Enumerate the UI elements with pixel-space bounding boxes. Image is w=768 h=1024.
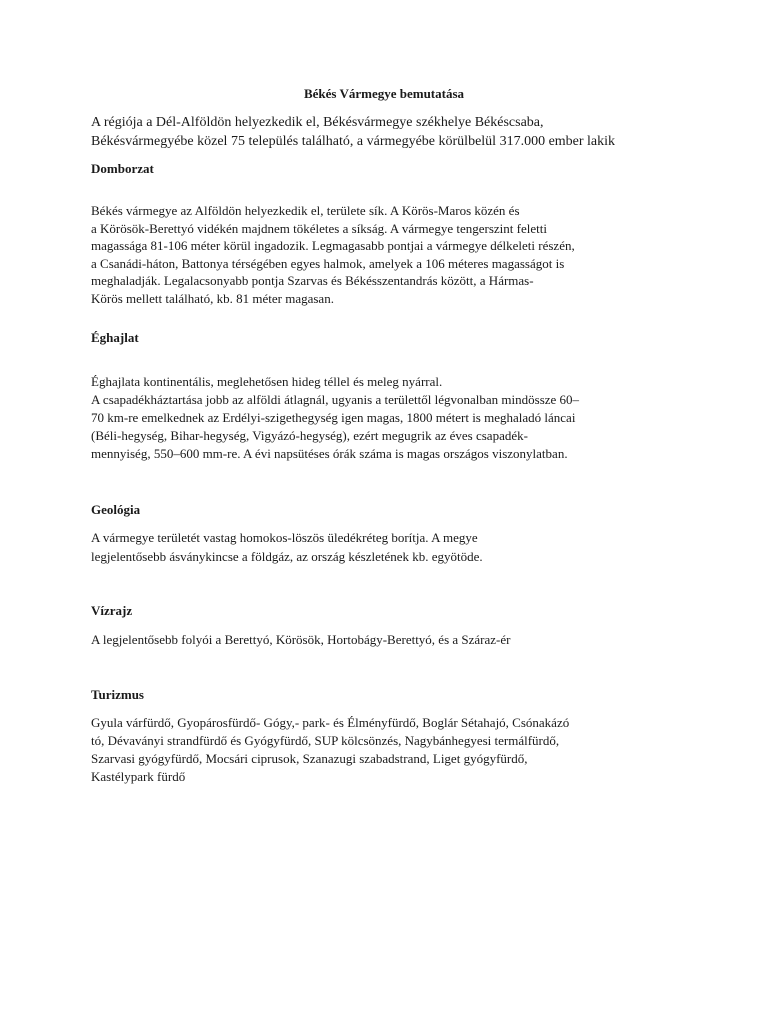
text-line: tó, Dévaványi strandfürdő és Gyógyfürdő, SUP kölcsönzés, Nagybánhegyesi termálfürdő,: [91, 733, 560, 748]
text-line: Békés vármegye az Alföldön helyezkedik el, területe sík. A Körös-Maros közén és: [91, 203, 520, 218]
section-heading-eghajlat: Éghajlat: [91, 330, 139, 345]
section-body-turizmus: [91, 714, 569, 786]
text-line: Gyula várfürdő, Gyopárosfürdő- Gógy,- park- és Élményfürdő, Boglár Sétahajó, Csónakázó: [91, 715, 570, 730]
text-line: 70 km-re emelkednek az Erdélyi-szigethegység igen magas, 1800 métert is meghaladó láncai: [91, 410, 576, 425]
section-body-eghajlat: [91, 373, 579, 463]
text-line: A vármegye területét vastag homokos-löszös üledékréteg borítja. A megye: [91, 530, 478, 545]
text-line: legjelentősebb ásványkincse a földgáz, az ország készletének kb. egyötöde.: [91, 549, 483, 564]
section-body-geologia: [91, 528, 483, 566]
section-heading-geologia: Geológia: [91, 502, 141, 517]
text-line: a Csanádi-háton, Battonya térségében egyes halmok, amelyek a 106 méteres magasságot is: [91, 255, 565, 271]
text-line: magassága 81-106 méter körül ingadozik. Legmagasabb pontjai a vármegye délkeleti részén,: [91, 238, 575, 253]
text-line: (Béli-hegység, Bihar-hegység, Vigyázó-hegység), ezért megugrik az éves csapadék-: [91, 428, 528, 443]
section-body-vizrajz: [91, 630, 510, 649]
text-line: A régiója a Dél-Alföldön helyezkedik el, Békésvármegye székhelye Békéscsaba,: [91, 115, 544, 130]
section-heading-vizrajz: Vízrajz: [91, 603, 133, 618]
text-line: Békésvármegyébe közel 75 település található, a vármegyébe körülbelül 317.000 ember lakik: [91, 134, 616, 149]
text-line: Kastélypark fürdő: [91, 769, 186, 784]
text-line: meghaladják. Legalacsonyabb pontja Szarvas és Békésszentandrás között, a Hármas-: [91, 273, 534, 288]
document-title: Békés Vármegye bemutatása: [303, 86, 465, 101]
section-heading-turizmus: Turizmus: [91, 687, 144, 702]
section-body-domborzat: [91, 202, 575, 307]
section-heading-domborzat: Domborzat: [91, 161, 154, 176]
text-line: A legjelentősebb folyói a Berettyó, Körösök, Hortobágy-Berettyó, és a Száraz-ér: [91, 632, 511, 647]
text-line: Szarvasi gyógyfürdő, Mocsári ciprusok, Szanazugi szabadstrand, Liget gyógyfürdő,: [91, 751, 528, 766]
text-line: Éghajlata kontinentális, meglehetősen hideg téllel és meleg nyárral.: [91, 374, 443, 389]
text-line: mennyiség, 550–600 mm-re. A évi napsütéses órák száma is magas országos viszonylatban.: [91, 446, 568, 461]
text-line: Körös mellett található, kb. 81 méter magasan.: [91, 290, 334, 306]
text-line: a Körösök-Berettyó vidékén majdnem tökéletes a síkság. A vármegye tengerszint feletti: [91, 220, 547, 236]
text-line: A csapadékháztartása jobb az alföldi átlagnál, ugyanis a területtől légvonalban mindössze 60–: [91, 392, 580, 407]
intro-paragraph: [91, 113, 615, 151]
